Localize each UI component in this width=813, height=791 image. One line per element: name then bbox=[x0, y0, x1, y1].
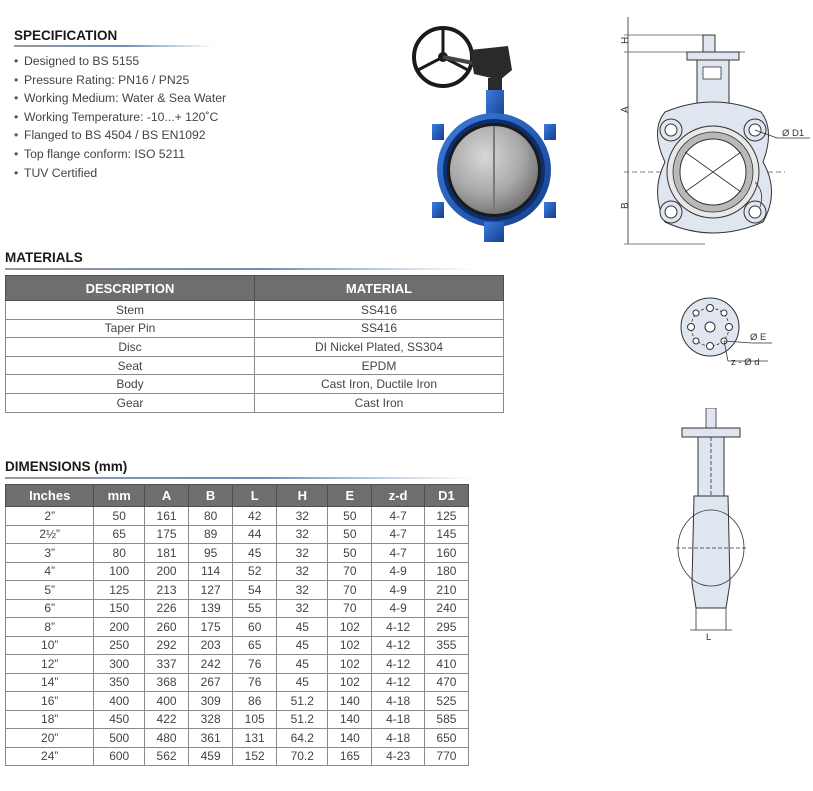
material-description-cell: Disc bbox=[6, 338, 255, 357]
dimensions-cell: 32 bbox=[277, 544, 328, 563]
dimensions-cell: 165 bbox=[328, 747, 372, 766]
top-flange-drawing bbox=[680, 295, 800, 375]
dimensions-cell: 65 bbox=[233, 636, 277, 655]
dimensions-header-cell: B bbox=[189, 485, 233, 507]
dimensions-cell: 100 bbox=[94, 562, 145, 581]
dimensions-cell: 355 bbox=[424, 636, 468, 655]
table-row bbox=[6, 692, 469, 711]
table-row bbox=[6, 729, 469, 748]
bullet-icon: • bbox=[14, 72, 19, 87]
dimensions-cell: 300 bbox=[94, 655, 145, 674]
dimensions-header-cell: mm bbox=[94, 485, 145, 507]
table-row bbox=[6, 581, 469, 600]
dimensions-cell: 600 bbox=[94, 747, 145, 766]
dimensions-cell: 4-7 bbox=[372, 525, 424, 544]
dimensions-cell: 260 bbox=[145, 618, 189, 637]
dimensions-cell: 102 bbox=[328, 655, 372, 674]
table-row bbox=[6, 710, 469, 729]
materials-table bbox=[5, 275, 504, 413]
dimensions-cell: 4-18 bbox=[372, 710, 424, 729]
dimensions-cell: 175 bbox=[189, 618, 233, 637]
dimensions-cell: 131 bbox=[233, 729, 277, 748]
material-description-cell: Gear bbox=[6, 393, 255, 412]
dimensions-cell: 410 bbox=[424, 655, 468, 674]
dimensions-cell: 70 bbox=[328, 599, 372, 618]
dimensions-cell: 50 bbox=[328, 525, 372, 544]
dimensions-header-cell: D1 bbox=[424, 485, 468, 507]
dimensions-cell: 4-23 bbox=[372, 747, 424, 766]
table-row bbox=[6, 618, 469, 637]
dimensions-title-rule bbox=[5, 477, 475, 479]
dimensions-cell: 20” bbox=[6, 729, 94, 748]
dimensions-cell: 2” bbox=[6, 507, 94, 526]
dimensions-cell: 51.2 bbox=[277, 710, 328, 729]
dimensions-cell: 450 bbox=[94, 710, 145, 729]
dimensions-cell: 125 bbox=[94, 581, 145, 600]
specification-item bbox=[14, 52, 226, 71]
label-b: B bbox=[620, 202, 631, 209]
dimensions-cell: 4-18 bbox=[372, 692, 424, 711]
material-description-cell: Taper Pin bbox=[6, 319, 255, 338]
specification-item-text: Working Temperature: -10...+ 120˚C bbox=[24, 109, 219, 124]
table-row bbox=[6, 319, 504, 338]
dimensions-cell: 76 bbox=[233, 673, 277, 692]
dimensions-cell: 86 bbox=[233, 692, 277, 711]
dimensions-title: DIMENSIONS (mm) bbox=[5, 459, 128, 474]
dimensions-cell: 181 bbox=[145, 544, 189, 563]
dimensions-header-cell: E bbox=[328, 485, 372, 507]
table-row bbox=[6, 562, 469, 581]
dimensions-cell: 4-12 bbox=[372, 673, 424, 692]
dimensions-cell: 32 bbox=[277, 562, 328, 581]
specification-item bbox=[14, 164, 226, 183]
bullet-icon: • bbox=[14, 109, 19, 124]
table-row bbox=[6, 747, 469, 766]
specification-item-text: Flanged to BS 4504 / BS EN1092 bbox=[24, 128, 206, 143]
specification-item-text: Top flange conform: ISO 5211 bbox=[24, 146, 186, 161]
label-h: H bbox=[620, 36, 631, 44]
label-zd: z - Ø d bbox=[731, 357, 760, 368]
dimensions-cell: 12” bbox=[6, 655, 94, 674]
dimensions-cell: 50 bbox=[328, 544, 372, 563]
bullet-icon: • bbox=[14, 54, 19, 68]
dimensions-cell: 242 bbox=[189, 655, 233, 674]
specification-item bbox=[14, 145, 226, 164]
dimensions-cell: 309 bbox=[189, 692, 233, 711]
dimensions-cell: 140 bbox=[328, 710, 372, 729]
bullet-icon: • bbox=[14, 128, 19, 143]
dimensions-cell: 65 bbox=[94, 525, 145, 544]
valve-product-photo bbox=[408, 12, 568, 247]
dimensions-cell: 50 bbox=[328, 507, 372, 526]
label-l: L bbox=[706, 632, 712, 643]
label-e: Ø E bbox=[750, 332, 767, 343]
dimensions-cell: 114 bbox=[189, 562, 233, 581]
specification-item-text: Designed to BS 5155 bbox=[24, 54, 140, 68]
dimensions-cell: 45 bbox=[233, 544, 277, 563]
materials-title-rule bbox=[5, 268, 475, 270]
dimensions-cell: 32 bbox=[277, 581, 328, 600]
table-row bbox=[6, 301, 504, 320]
dimensions-cell: 32 bbox=[277, 599, 328, 618]
dimensions-header-cell: A bbox=[145, 485, 189, 507]
dimensions-cell: 139 bbox=[189, 599, 233, 618]
dimensions-cell: 102 bbox=[328, 673, 372, 692]
table-row bbox=[6, 375, 504, 394]
dimensions-cell: 500 bbox=[94, 729, 145, 748]
dimensions-cell: 328 bbox=[189, 710, 233, 729]
table-row bbox=[6, 599, 469, 618]
dimensions-cell: 102 bbox=[328, 618, 372, 637]
dimensions-cell: 585 bbox=[424, 710, 468, 729]
dimensions-cell: 213 bbox=[145, 581, 189, 600]
dimensions-cell: 459 bbox=[189, 747, 233, 766]
dimensions-cell: 267 bbox=[189, 673, 233, 692]
material-value-cell: Cast Iron, Ductile Iron bbox=[255, 375, 504, 394]
dimensions-cell: 161 bbox=[145, 507, 189, 526]
dimensions-cell: 70 bbox=[328, 562, 372, 581]
specification-item-text: Pressure Rating: PN16 / PN25 bbox=[24, 72, 190, 87]
dimensions-cell: 5” bbox=[6, 581, 94, 600]
dimensions-cell: 4-12 bbox=[372, 655, 424, 674]
dimensions-cell: 203 bbox=[189, 636, 233, 655]
materials-header-material: MATERIAL bbox=[255, 276, 504, 301]
table-row bbox=[6, 356, 504, 375]
dimensions-cell: 54 bbox=[233, 581, 277, 600]
dimensions-cell: 210 bbox=[424, 581, 468, 600]
dimensions-cell: 480 bbox=[145, 729, 189, 748]
dimensions-cell: 140 bbox=[328, 729, 372, 748]
table-row bbox=[6, 393, 504, 412]
dimensions-cell: 24” bbox=[6, 747, 94, 766]
dimensions-cell: 180 bbox=[424, 562, 468, 581]
dimensions-cell: 80 bbox=[189, 507, 233, 526]
dimensions-cell: 422 bbox=[145, 710, 189, 729]
dimensions-cell: 4-9 bbox=[372, 599, 424, 618]
dimensions-cell: 45 bbox=[277, 636, 328, 655]
dimensions-cell: 200 bbox=[94, 618, 145, 637]
table-row bbox=[6, 655, 469, 674]
table-row bbox=[6, 544, 469, 563]
dimensions-header-cell: L bbox=[233, 485, 277, 507]
specification-item bbox=[14, 108, 226, 127]
dimensions-cell: 125 bbox=[424, 507, 468, 526]
dimensions-cell: 770 bbox=[424, 747, 468, 766]
dimensions-cell: 42 bbox=[233, 507, 277, 526]
table-row bbox=[6, 673, 469, 692]
dimensions-cell: 50 bbox=[94, 507, 145, 526]
dimensions-cell: 45 bbox=[277, 618, 328, 637]
dimensions-cell: 55 bbox=[233, 599, 277, 618]
dimensions-cell: 240 bbox=[424, 599, 468, 618]
dimensions-cell: 127 bbox=[189, 581, 233, 600]
dimensions-cell: 140 bbox=[328, 692, 372, 711]
bullet-icon: • bbox=[14, 91, 19, 106]
dimensions-cell: 368 bbox=[145, 673, 189, 692]
materials-header-description: DESCRIPTION bbox=[6, 276, 255, 301]
dimensions-cell: 105 bbox=[233, 710, 277, 729]
dimensions-cell: 4” bbox=[6, 562, 94, 581]
dimensions-cell: 18” bbox=[6, 710, 94, 729]
dimensions-cell: 14” bbox=[6, 673, 94, 692]
bullet-icon: • bbox=[14, 146, 19, 161]
label-d1: Ø D1 bbox=[782, 128, 805, 139]
specification-item bbox=[14, 71, 226, 90]
dimensions-cell: 102 bbox=[328, 636, 372, 655]
dimensions-cell: 400 bbox=[145, 692, 189, 711]
dimensions-cell: 10” bbox=[6, 636, 94, 655]
dimensions-cell: 250 bbox=[94, 636, 145, 655]
dimensions-cell: 70 bbox=[328, 581, 372, 600]
dimensions-cell: 4-9 bbox=[372, 581, 424, 600]
specification-item bbox=[14, 126, 226, 145]
dimensions-cell: 4-9 bbox=[372, 562, 424, 581]
dimensions-cell: 76 bbox=[233, 655, 277, 674]
dimensions-cell: 160 bbox=[424, 544, 468, 563]
table-row bbox=[6, 338, 504, 357]
dimensions-cell: 70.2 bbox=[277, 747, 328, 766]
dimensions-cell: 32 bbox=[277, 507, 328, 526]
dimensions-cell: 350 bbox=[94, 673, 145, 692]
dimensions-cell: 32 bbox=[277, 525, 328, 544]
dimensions-cell: 6” bbox=[6, 599, 94, 618]
dimensions-cell: 525 bbox=[424, 692, 468, 711]
material-description-cell: Seat bbox=[6, 356, 255, 375]
dimensions-cell: 95 bbox=[189, 544, 233, 563]
dimensions-header-cell: z-d bbox=[372, 485, 424, 507]
dimensions-header-cell: Inches bbox=[6, 485, 94, 507]
dimensions-cell: 4-7 bbox=[372, 507, 424, 526]
dimensions-cell: 45 bbox=[277, 673, 328, 692]
dimensions-cell: 295 bbox=[424, 618, 468, 637]
dimensions-cell: 2½” bbox=[6, 525, 94, 544]
specification-item-text: Working Medium: Water & Sea Water bbox=[24, 91, 227, 106]
specification-item-text: TUV Certified bbox=[24, 165, 98, 180]
dimensions-cell: 4-7 bbox=[372, 544, 424, 563]
specification-title: SPECIFICATION bbox=[14, 28, 118, 43]
material-description-cell: Body bbox=[6, 375, 255, 394]
front-dimension-drawing bbox=[605, 12, 810, 252]
dimensions-cell: 4-12 bbox=[372, 618, 424, 637]
dimensions-cell: 400 bbox=[94, 692, 145, 711]
dimensions-cell: 52 bbox=[233, 562, 277, 581]
dimensions-cell: 562 bbox=[145, 747, 189, 766]
dimensions-cell: 361 bbox=[189, 729, 233, 748]
dimensions-table bbox=[5, 484, 469, 766]
material-value-cell: DI Nickel Plated, SS304 bbox=[255, 338, 504, 357]
dimensions-cell: 64.2 bbox=[277, 729, 328, 748]
specification-item bbox=[14, 89, 226, 108]
dimensions-cell: 226 bbox=[145, 599, 189, 618]
material-value-cell: SS416 bbox=[255, 319, 504, 338]
material-value-cell: SS416 bbox=[255, 301, 504, 320]
dimensions-cell: 337 bbox=[145, 655, 189, 674]
dimensions-cell: 45 bbox=[277, 655, 328, 674]
dimensions-cell: 8” bbox=[6, 618, 94, 637]
dimensions-cell: 470 bbox=[424, 673, 468, 692]
dimensions-cell: 4-18 bbox=[372, 729, 424, 748]
dimensions-cell: 152 bbox=[233, 747, 277, 766]
dimensions-cell: 80 bbox=[94, 544, 145, 563]
material-value-cell: EPDM bbox=[255, 356, 504, 375]
specification-title-rule bbox=[14, 45, 214, 47]
dimensions-cell: 292 bbox=[145, 636, 189, 655]
dimensions-cell: 16” bbox=[6, 692, 94, 711]
dimensions-header-cell: H bbox=[277, 485, 328, 507]
dimensions-cell: 89 bbox=[189, 525, 233, 544]
table-row bbox=[6, 507, 469, 526]
dimensions-cell: 4-12 bbox=[372, 636, 424, 655]
material-value-cell: Cast Iron bbox=[255, 393, 504, 412]
bullet-icon: • bbox=[14, 165, 19, 180]
specification-list bbox=[14, 52, 226, 182]
dimensions-cell: 145 bbox=[424, 525, 468, 544]
dimensions-cell: 3” bbox=[6, 544, 94, 563]
side-elevation-drawing bbox=[668, 408, 768, 648]
dimensions-cell: 650 bbox=[424, 729, 468, 748]
dimensions-cell: 51.2 bbox=[277, 692, 328, 711]
materials-title: MATERIALS bbox=[5, 250, 83, 265]
dimensions-cell: 60 bbox=[233, 618, 277, 637]
dimensions-cell: 175 bbox=[145, 525, 189, 544]
material-description-cell: Stem bbox=[6, 301, 255, 320]
dimensions-cell: 150 bbox=[94, 599, 145, 618]
dimensions-cell: 200 bbox=[145, 562, 189, 581]
label-a: A bbox=[620, 106, 631, 113]
table-row bbox=[6, 636, 469, 655]
dimensions-cell: 44 bbox=[233, 525, 277, 544]
table-row bbox=[6, 525, 469, 544]
